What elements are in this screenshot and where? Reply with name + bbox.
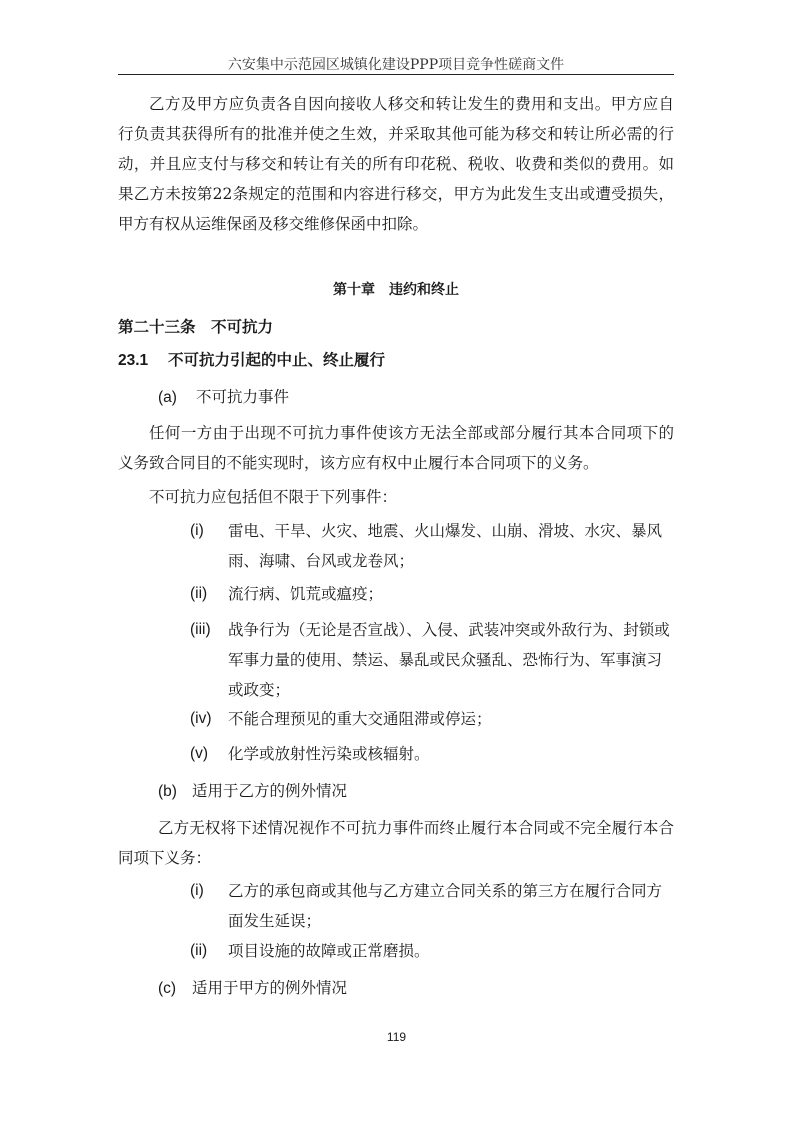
list-item bbox=[190, 615, 674, 705]
list-item bbox=[190, 739, 674, 769]
list-item-text: 流行病、饥荒或瘟疫； bbox=[228, 585, 384, 603]
list-item bbox=[190, 936, 674, 966]
paragraph-a2: 不可抗力应包括但不限于下列事件： bbox=[149, 488, 398, 506]
list-item-number: (iv) bbox=[190, 710, 212, 727]
list-item-number: (ii) bbox=[190, 942, 208, 959]
list-item bbox=[190, 704, 674, 734]
list-item-text: 不能合理预见的重大交通阻滞或停运； bbox=[228, 710, 492, 728]
section-heading bbox=[118, 345, 674, 376]
subsection-c bbox=[158, 973, 347, 1004]
subsection-a-label: (a) bbox=[158, 389, 177, 406]
subsection-a-title: 不可抗力事件 bbox=[196, 388, 290, 406]
article-title: 第二十三条 不可抗力 bbox=[118, 318, 274, 336]
section-title: 不可抗力引起的中止、终止履行 bbox=[168, 351, 386, 369]
subsection-b-title: 适用于乙方的例外情况 bbox=[192, 782, 348, 800]
list-item-number: (i) bbox=[190, 522, 204, 539]
page-number: 119 bbox=[386, 1030, 407, 1044]
list-item-number: (v) bbox=[190, 745, 209, 762]
list-item-text: 化学或放射性污染或核辐射。 bbox=[228, 745, 430, 763]
paragraph-a1: 任何一方由于出现不可抗力事件使该方无法全部或部分履行其本合同项下的义务致合同目的不能实现时，该方应有权中止履行本合同项下的义务。 bbox=[118, 424, 674, 472]
subsection-b bbox=[158, 776, 347, 807]
list-item-text: 战争行为（无论是否宣战）、入侵、武装冲突或外敌行为、封锁或军事力量的使用、禁运、暴乱或民众骚乱、恐怖行为、军事演习或政变； bbox=[228, 621, 670, 699]
header-rule bbox=[118, 74, 674, 75]
list-item bbox=[190, 579, 674, 609]
list-item-text: 雷电、干旱、火灾、地震、火山爆发、山崩、滑坡、水灾、暴风雨、海啸、台风或龙卷风； bbox=[228, 522, 663, 570]
paragraph-b1: 乙方无权将下述情况视作不可抗力事件而终止履行本合同或不完全履行本合同项下义务： bbox=[118, 819, 674, 867]
list-item-number: (i) bbox=[190, 882, 204, 899]
chapter-title: 第十章 违约和终止 bbox=[333, 282, 459, 298]
list-item-text: 乙方的承包商或其他与乙方建立合同关系的第三方在履行合同方面发生延误； bbox=[228, 882, 663, 930]
list-item-text: 项目设施的故障或正常磨损。 bbox=[228, 942, 430, 960]
section-number: 23.1 bbox=[118, 352, 149, 369]
list-item bbox=[190, 876, 674, 936]
subsection-c-label: (c) bbox=[158, 980, 177, 997]
list-item-number: (iii) bbox=[190, 621, 211, 638]
intro-paragraph: 乙方及甲方应负责各自因向接收人移交和转让发生的费用和支出。甲方应自行负责其获得所有的批准并使之生效，并采取其他可能为移交和转让所必需的行动，并且应支付与移交和转让有关的所有印花税、税收、收费和类似的费用。如果乙方未按第22条规定的范围和内容进行移交，甲方为此发生支出或遭受损失，甲方有权从运维保函及移交维修保函中扣除。 bbox=[118, 95, 674, 233]
subsection-c-title: 适用于甲方的例外情况 bbox=[192, 979, 348, 997]
list-item bbox=[190, 516, 674, 576]
subsection-a bbox=[158, 382, 289, 413]
page-header: 六安集中示范园区城镇化建设PPP项目竞争性磋商文件 bbox=[227, 57, 565, 73]
list-item-number: (ii) bbox=[190, 585, 208, 602]
subsection-b-label: (b) bbox=[158, 783, 177, 800]
